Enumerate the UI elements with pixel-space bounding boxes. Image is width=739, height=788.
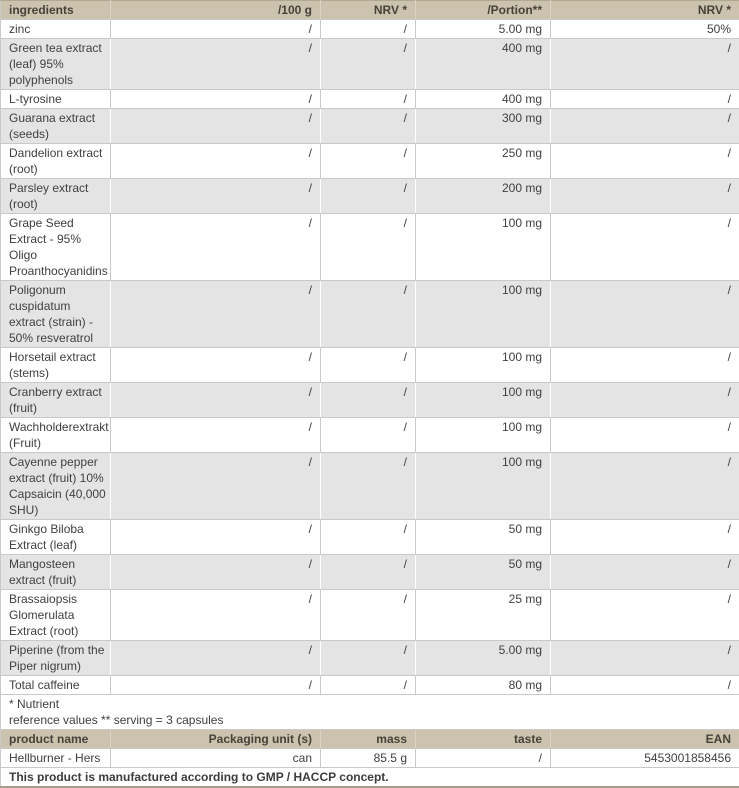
nrv-portion-value: /	[551, 641, 739, 676]
table-row-green-tea	[1, 39, 739, 90]
nrv-portion-value: /	[551, 348, 739, 383]
per-portion-value: 100 mg	[416, 214, 551, 281]
ingredient-name: Brassaiopsis Glomerulata Extract (root)	[1, 590, 111, 641]
ingredient-name: Grape Seed Extract - 95% Oligo Proanthocyanidins	[1, 214, 111, 281]
nrv-portion-value: /	[551, 281, 739, 348]
ingredient-name: Dandelion extract (root)	[1, 144, 111, 179]
ingredient-name: L-tyrosine	[1, 90, 111, 109]
nrv-100g-value: /	[321, 90, 416, 109]
nrv-100g-value: /	[321, 520, 416, 555]
nrv-100g-value: /	[321, 418, 416, 453]
nrv-portion-value: 50%	[551, 20, 739, 39]
nrv-portion-value: /	[551, 453, 739, 520]
nrv-portion-value: /	[551, 179, 739, 214]
nrv-portion-value: /	[551, 39, 739, 90]
nrv-100g-value: /	[321, 590, 416, 641]
column-header-ingredients: ingredients	[1, 1, 111, 20]
table-row-poligonum	[1, 281, 739, 348]
per-100g-value: /	[111, 348, 321, 383]
nrv-100g-value: /	[321, 676, 416, 695]
ingredient-name: Piperine (from the Piper nigrum)	[1, 641, 111, 676]
product-row	[1, 749, 739, 768]
column-header-per-100g: /100 g	[111, 1, 321, 20]
nrv-100g-value: /	[321, 214, 416, 281]
column-header-per-portion: /Portion**	[416, 1, 551, 20]
table-row-horsetail	[1, 348, 739, 383]
nrv-100g-value: /	[321, 281, 416, 348]
table-row-cranberry	[1, 383, 739, 418]
per-100g-value: /	[111, 590, 321, 641]
per-portion-value: 5.00 mg	[416, 641, 551, 676]
ingredient-name: Ginkgo Biloba Extract (leaf)	[1, 520, 111, 555]
nutrition-header-row	[1, 1, 739, 20]
per-100g-value: /	[111, 555, 321, 590]
table-row-cayenne	[1, 453, 739, 520]
product-name-value: Hellburner - Hers	[1, 749, 111, 768]
table-row-ginkgo	[1, 520, 739, 555]
column-header-packaging-unit: Packaging unit (s)	[111, 730, 321, 749]
packaging-unit-value: can	[111, 749, 321, 768]
per-100g-value: /	[111, 214, 321, 281]
nrv-100g-value: /	[321, 109, 416, 144]
per-portion-value: 5.00 mg	[416, 20, 551, 39]
taste-value: /	[416, 749, 551, 768]
gmp-note-row	[1, 768, 739, 788]
nrv-100g-value: /	[321, 383, 416, 418]
per-portion-value: 100 mg	[416, 383, 551, 418]
per-100g-value: /	[111, 109, 321, 144]
nrv-portion-value: /	[551, 90, 739, 109]
ingredient-name: Green tea extract (leaf) 95% polyphenols	[1, 39, 111, 90]
ingredient-name: Wachholderextrakt (Fruit)	[1, 418, 111, 453]
per-portion-value: 100 mg	[416, 418, 551, 453]
nrv-100g-value: /	[321, 348, 416, 383]
per-portion-value: 100 mg	[416, 281, 551, 348]
table-row-l-tyrosine	[1, 90, 739, 109]
per-portion-value: 100 mg	[416, 453, 551, 520]
per-portion-value: 400 mg	[416, 90, 551, 109]
per-100g-value: /	[111, 90, 321, 109]
ingredient-name: Poligonum cuspidatum extract (strain) - 50% resveratrol	[1, 281, 111, 348]
per-100g-value: /	[111, 179, 321, 214]
nrv-portion-value: /	[551, 144, 739, 179]
table-row-grape-seed	[1, 214, 739, 281]
mass-value: 85.5 g	[321, 749, 416, 768]
table-row-wachholder	[1, 418, 739, 453]
table-row-mangosteen	[1, 555, 739, 590]
nrv-100g-value: /	[321, 144, 416, 179]
column-header-nrv-100g: NRV *	[321, 1, 416, 20]
ingredient-name: Cayenne pepper extract (fruit) 10% Capsaicin (40,000 SHU)	[1, 453, 111, 520]
per-portion-value: 300 mg	[416, 109, 551, 144]
per-100g-value: /	[111, 520, 321, 555]
ingredient-name: Horsetail extract (stems)	[1, 348, 111, 383]
nrv-portion-value: /	[551, 418, 739, 453]
nrv-100g-value: /	[321, 39, 416, 90]
table-row-zinc	[1, 20, 739, 39]
footnote-line-1: * Nutrient	[9, 696, 731, 712]
nrv-100g-value: /	[321, 453, 416, 520]
nrv-portion-value: /	[551, 520, 739, 555]
per-portion-value: 400 mg	[416, 39, 551, 90]
nrv-portion-value: /	[551, 383, 739, 418]
per-portion-value: 100 mg	[416, 348, 551, 383]
gmp-note-cell: This product is manufactured according to GMP / HACCP concept.	[1, 768, 739, 788]
per-portion-value: 25 mg	[416, 590, 551, 641]
ingredient-name: Cranberry extract (fruit)	[1, 383, 111, 418]
column-header-taste: taste	[416, 730, 551, 749]
per-100g-value: /	[111, 676, 321, 695]
table-row-dandelion	[1, 144, 739, 179]
table-row-total-caffeine	[1, 676, 739, 695]
per-100g-value: /	[111, 281, 321, 348]
nrv-portion-value: /	[551, 109, 739, 144]
table-row-guarana	[1, 109, 739, 144]
nrv-portion-value: /	[551, 590, 739, 641]
nrv-100g-value: /	[321, 20, 416, 39]
table-row-brassaiopsis	[1, 590, 739, 641]
ingredient-name: Parsley extract (root)	[1, 179, 111, 214]
per-portion-value: 200 mg	[416, 179, 551, 214]
ingredient-name: Mangosteen extract (fruit)	[1, 555, 111, 590]
per-100g-value: /	[111, 641, 321, 676]
table-row-parsley	[1, 179, 739, 214]
per-portion-value: 50 mg	[416, 555, 551, 590]
nrv-100g-value: /	[321, 555, 416, 590]
ingredient-name: Guarana extract (seeds)	[1, 109, 111, 144]
per-100g-value: /	[111, 144, 321, 179]
per-100g-value: /	[111, 418, 321, 453]
footnote-row	[1, 695, 739, 730]
per-portion-value: 50 mg	[416, 520, 551, 555]
per-100g-value: /	[111, 453, 321, 520]
per-portion-value: 80 mg	[416, 676, 551, 695]
table-row-piperine	[1, 641, 739, 676]
ingredient-name: zinc	[1, 20, 111, 39]
ean-value: 5453001858456	[551, 749, 739, 768]
column-header-ean: EAN	[551, 730, 739, 749]
nrv-portion-value: /	[551, 676, 739, 695]
nrv-100g-value: /	[321, 641, 416, 676]
column-header-product-name: product name	[1, 730, 111, 749]
per-portion-value: 250 mg	[416, 144, 551, 179]
column-header-mass: mass	[321, 730, 416, 749]
nrv-portion-value: /	[551, 555, 739, 590]
per-100g-value: /	[111, 383, 321, 418]
nrv-100g-value: /	[321, 179, 416, 214]
per-100g-value: /	[111, 39, 321, 90]
footnote-cell	[1, 695, 739, 730]
column-header-nrv-portion: NRV *	[551, 1, 739, 20]
nrv-portion-value: /	[551, 214, 739, 281]
ingredient-name: Total caffeine	[1, 676, 111, 695]
footnote-line-2: reference values ** serving = 3 capsules	[9, 712, 731, 728]
product-header-row	[1, 730, 739, 749]
per-100g-value: /	[111, 20, 321, 39]
